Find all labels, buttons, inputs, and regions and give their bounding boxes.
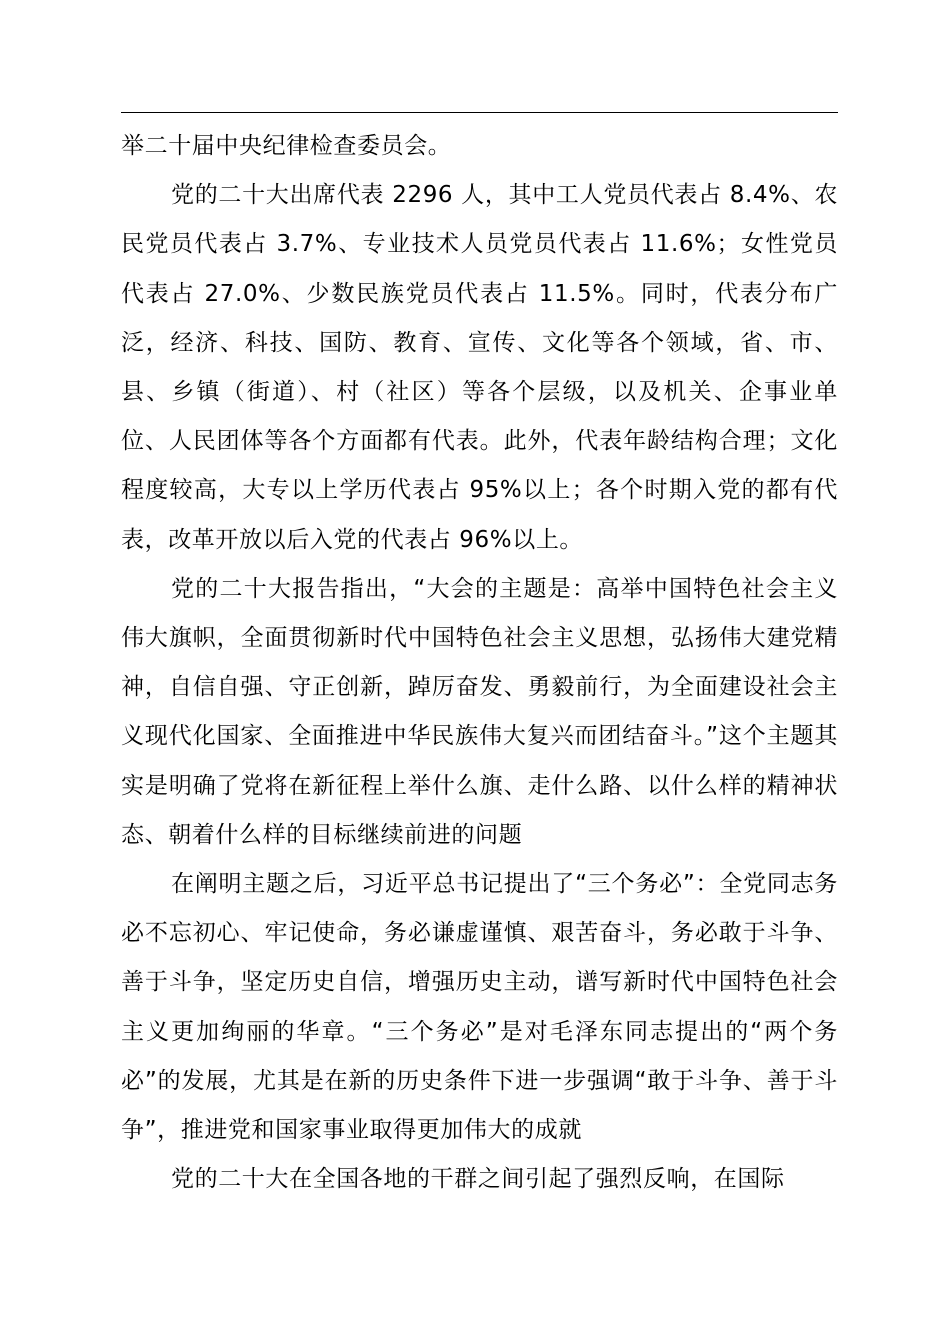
paragraph-three-musts: 在阐明主题之后，习近平总书记提出了“三个务必”：全党同志务必不忘初心、牢记使命，务必谦虚谨慎、艰苦奋斗，务必敢于斗争、善于斗争，坚定历史自信，增强历史主动，谱写新时代中国特色社会主义更加绚丽的华章。“三个务必”是对毛泽东同志提出的“两个务必”的发展，尤其是在新的历史条件下进一步强调“敢于斗争、善于斗争”，推进党和国家事业取得更加伟大的成就 [121,871,838,1144]
paragraph-delegates: 党的二十大出席代表 2296 人，其中工人党员代表占 8.4%、农民党员代表占 3.7%、专业技术人员党员代表占 11.6%；女性党员代表占 27.0%、少数民族党员代表占 11.5%。同时，代表分布广泛，经济、科技、国防、教育、宣传、文化等各个领域，省、市、县、乡镇（街道）、村（社区）等各个层级，以及机关、企事业单位、人民团体等各个方面都有代表。此外，代表年龄结构合理；文化程度较高，大专以上学历代表占 95%以上；各个时期入党的都有代表，改革开放以后入党的代表占 96%以上。 [121,182,838,553]
document-body [121,122,838,1204]
header-divider [121,112,838,113]
paragraph-response: 党的二十大在全国各地的干群之间引起了强烈反响，在国际 [171,1166,785,1193]
paragraph-theme: 党的二十大报告指出，“大会的主题是：高举中国特色社会主义伟大旗帜，全面贯彻新时代中国特色社会主义思想，弘扬伟大建党精神，自信自强、守正创新，踔厉奋发、勇毅前行，为全面建设社会主义现代化国家、全面推进中华民族伟大复兴而团结奋斗。”这个主题其实是明确了党将在新征程上举什么旗、走什么路、以什么样的精神状态、朝着什么样的目标继续前进的问题 [121,575,838,848]
paragraph-continuation: 举二十届中央纪律检查委员会。 [121,133,452,159]
